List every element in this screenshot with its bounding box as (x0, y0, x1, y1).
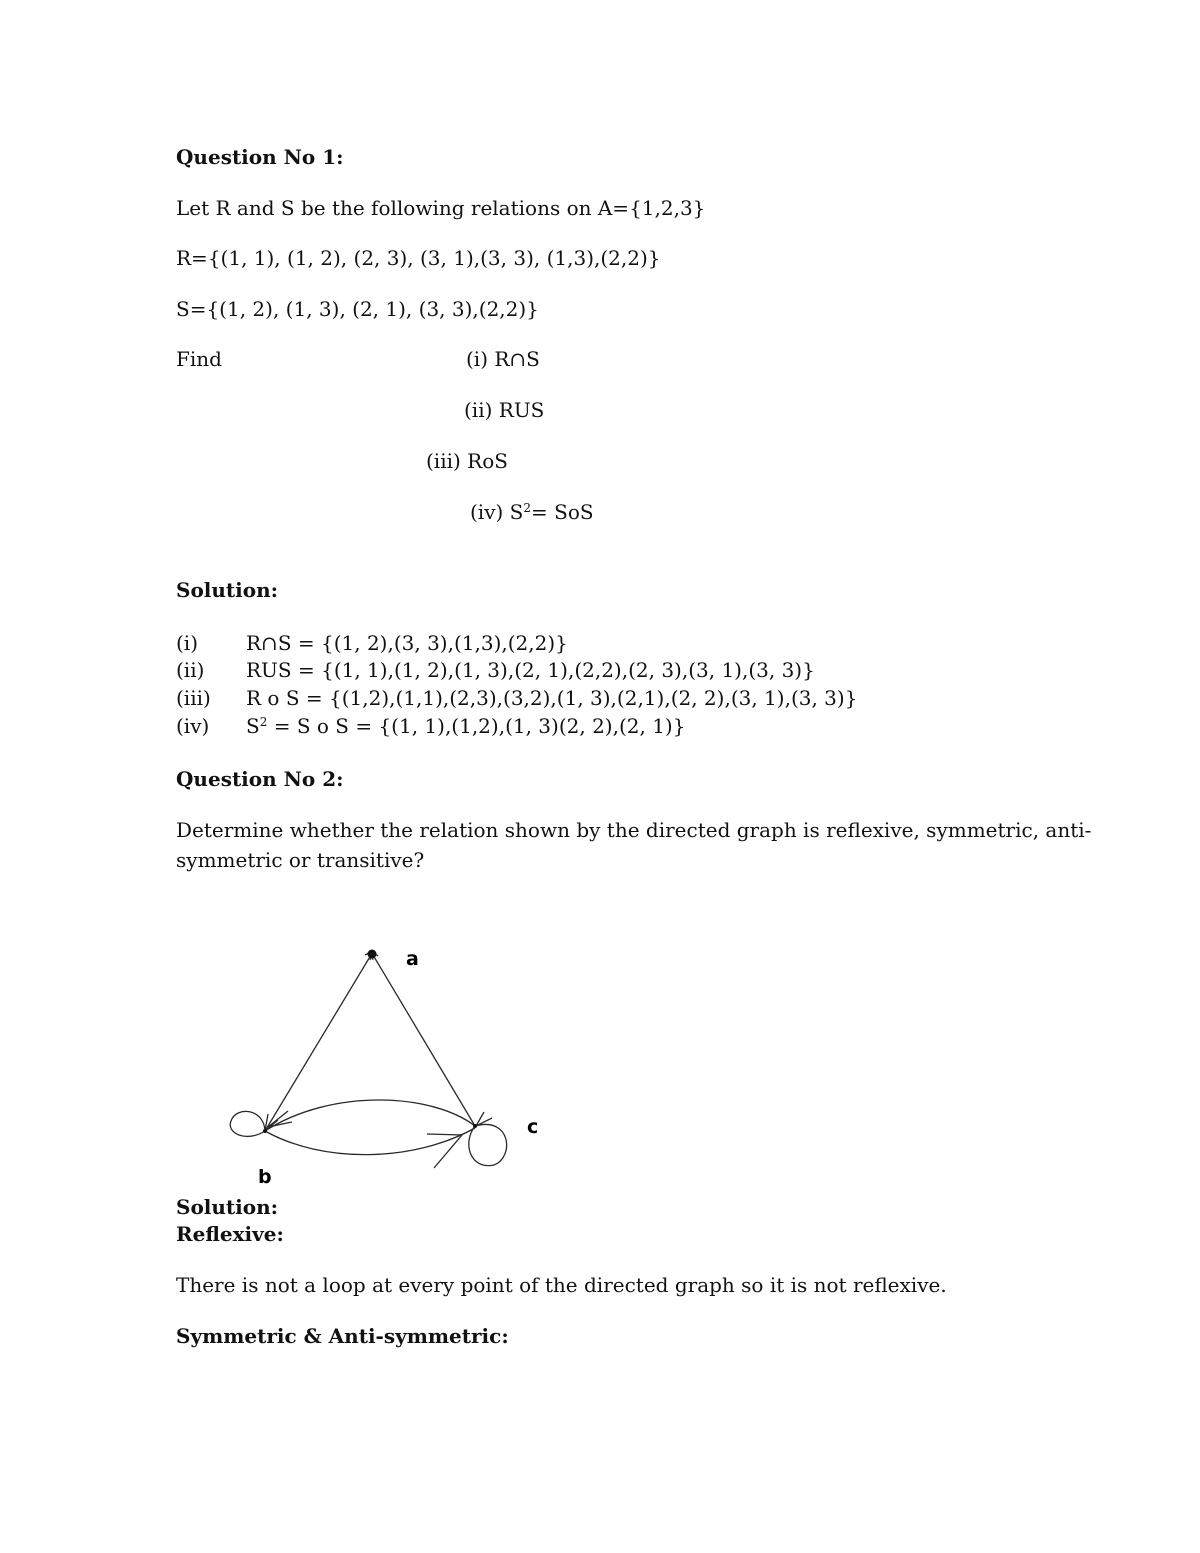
answer-iv-sup: 2 (259, 715, 268, 729)
edge-b-to-c (265, 1128, 475, 1155)
q2-heading: Question No 2: (176, 767, 344, 791)
find-part-iv-prefix: (iv) S (470, 500, 524, 524)
edge-c-to-b (265, 1100, 475, 1131)
answer-iii-text: R o S = {(1,2),(1,1),(2,3),(3,2),(1, 3),(2,1),(2, 2),(3, 1),(3, 3)} (246, 686, 858, 710)
answer-iv-prefix: S (246, 714, 260, 738)
symmetric-heading: Symmetric & Anti-symmetric: (176, 1324, 509, 1348)
find-part-iv-suffix: = SoS (531, 500, 594, 524)
node-label-b: b (258, 1166, 272, 1188)
find-part-ii: (ii) RUS (464, 398, 545, 422)
answer-ii-num: (ii) (176, 658, 205, 682)
q2-solution-heading: Solution: (176, 1195, 279, 1219)
q1-heading: Question No 1: (176, 145, 344, 169)
find-part-iii: (iii) RoS (426, 449, 508, 473)
answer-i-num: (i) (176, 631, 199, 655)
find-part-iv-sup: 2 (523, 501, 531, 515)
answer-iv-num: (iv) (176, 714, 210, 738)
relation-r-definition: R={(1, 1), (1, 2), (2, 3), (3, 1),(3, 3), (1,3),(2,2)} (176, 246, 661, 270)
find-part-iv (470, 500, 594, 524)
relation-s-definition: S={(1, 2), (1, 3), (2, 1), (3, 3),(2,2)} (176, 297, 539, 321)
answer-iv-text (246, 714, 685, 738)
edge-b-to-a (265, 955, 371, 1131)
answer-ii-text: RUS = {(1, 1),(1, 2),(1, 3),(2, 1),(2,2),(2, 3),(3, 1),(3, 3)} (246, 658, 815, 682)
node-c-dot (473, 1124, 477, 1128)
node-b-dot (263, 1129, 267, 1133)
answer-iv-body: = S o S = {(1, 1),(1,2),(1, 3)(2, 2),(2, 1)} (267, 714, 686, 738)
arrowhead-at-c-from-b (427, 1134, 462, 1168)
self-loop-c (469, 1124, 507, 1165)
find-part-i: (i) R∩S (466, 347, 540, 371)
self-loop-b (230, 1111, 265, 1136)
q1-intro: Let R and S be the following relations on A={1,2,3} (176, 196, 706, 220)
q1-solution-heading: Solution: (176, 578, 279, 602)
reflexive-text: There is not a loop at every point of the directed graph so it is not reflexive. (176, 1273, 947, 1297)
node-a-dot (368, 950, 377, 959)
q2-prompt-line1: Determine whether the relation shown by the directed graph is reflexive, symmetric, anti- (176, 818, 1092, 842)
node-label-c: c (527, 1116, 539, 1138)
answer-iii-num: (iii) (176, 686, 211, 710)
q2-prompt-line2: symmetric or transitive? (176, 848, 425, 872)
answer-i-text: R∩S = {(1, 2),(3, 3),(1,3),(2,2)} (246, 631, 568, 655)
find-label: Find (176, 347, 222, 371)
node-label-a: a (406, 948, 419, 970)
reflexive-heading: Reflexive: (176, 1222, 284, 1246)
directed-graph (222, 938, 542, 1198)
